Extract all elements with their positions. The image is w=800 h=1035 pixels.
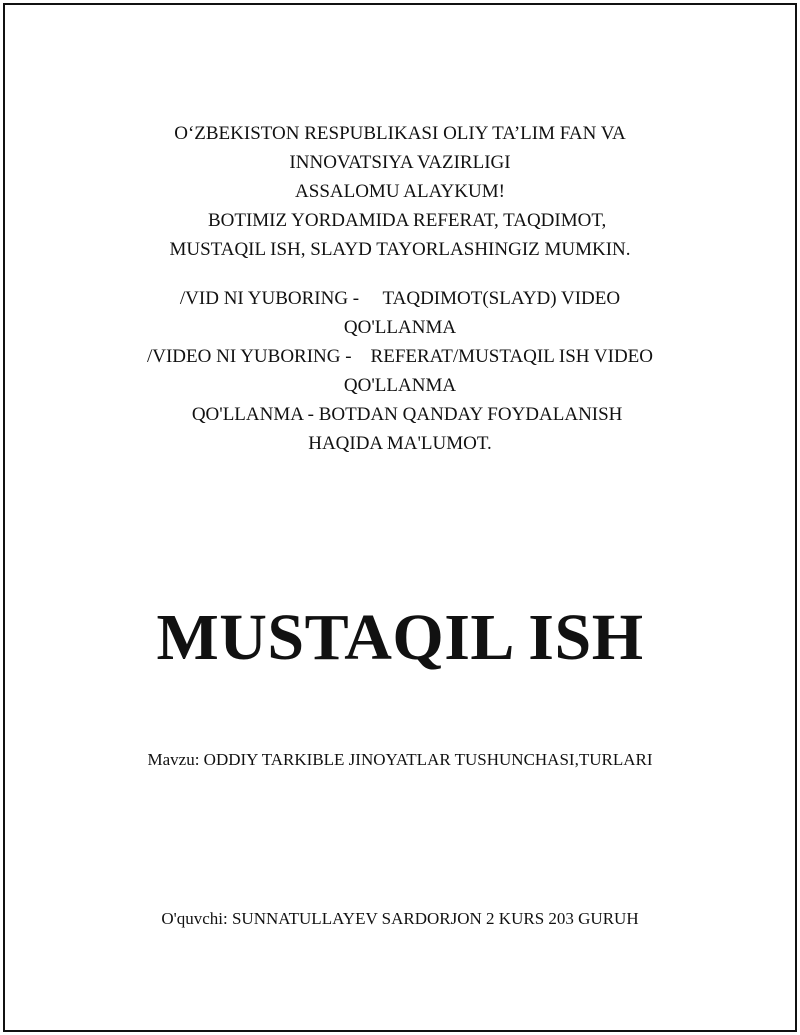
command-line: QO'LLANMA [343,375,457,396]
command-line: QO'LLANMA [343,317,457,338]
page-title: MUSTAQIL ISH [156,601,644,674]
header-line: MUSTAQIL ISH, SLAYD TAYORLASHINGIZ MUMKIN. [169,239,631,260]
command-line: HAQIDA MA'LUMOT. [308,433,492,454]
ministry-header [0,119,800,264]
command-line: /VID NI YUBORING - TAQDIMOT(SLAYD) VIDEO [179,288,621,309]
header-line: INNOVATSIYA VAZIRLIGI [289,152,511,173]
header-line: ASSALOMU ALAYKUM! [295,181,505,202]
student-line: O'quvchi: SUNNATULLAYEV SARDORJON 2 KURS 203 GURUH [161,909,639,928]
command-line: /VIDEO NI YUBORING - REFERAT/MUSTAQIL ISH VIDEO [146,346,653,367]
header-line: O‘ZBEKISTON RESPUBLIKASI OLIY TA’LIM FAN VA [174,123,626,144]
header-line: BOTIMIZ YORDAMIDA REFERAT, TAQDIMOT, [193,210,607,231]
command-line: QO'LLANMA - BOTDAN QANDAY FOYDALANISH [177,404,623,425]
bot-commands [0,284,800,458]
topic-line: Mavzu: ODDIY TARKIBLE JINOYATLAR TUSHUNCHASI,TURLARI [147,750,653,769]
